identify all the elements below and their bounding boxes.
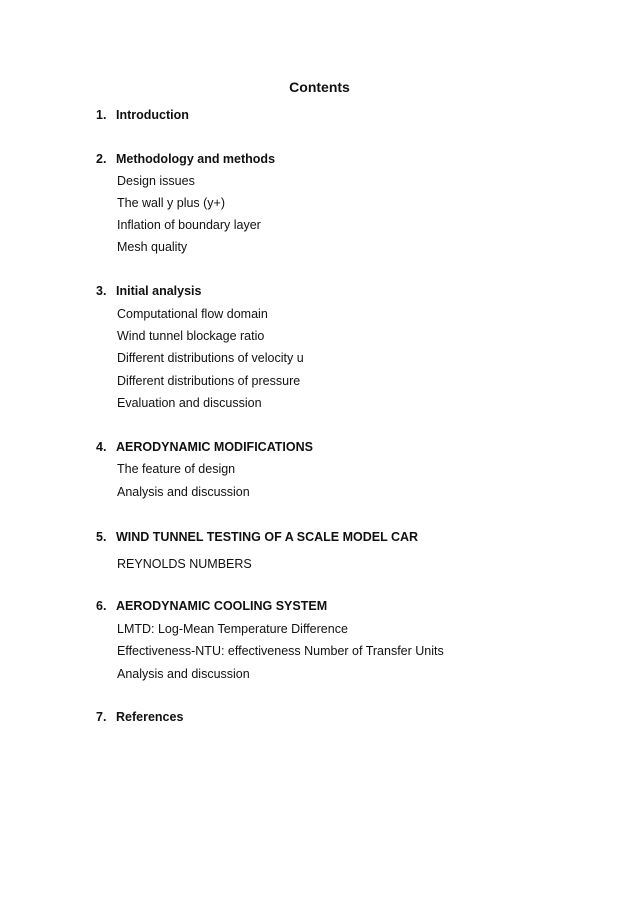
toc-subitem: Different distributions of velocity u — [117, 351, 304, 365]
toc-subitem: Analysis and discussion — [117, 485, 250, 499]
toc-subitem: The wall y plus (y+) — [117, 196, 226, 210]
toc-subitem: LMTD: Log-Mean Temperature Difference — [117, 622, 348, 636]
toc-subitem: Evaluation and discussion — [117, 396, 262, 410]
toc-section-5 — [96, 530, 418, 544]
section-label: Methodology and methods — [116, 152, 276, 166]
toc-subitem: Different distributions of pressure — [117, 374, 301, 388]
toc-subitem: Design issues — [117, 174, 195, 188]
section-number: 2. — [96, 152, 107, 166]
toc-section-7 — [96, 710, 183, 724]
section-number: 6. — [96, 599, 107, 613]
section-number: 4. — [96, 440, 107, 454]
toc-subitem: Inflation of boundary layer — [117, 218, 261, 232]
contents-heading — [0, 79, 638, 95]
section-label: AERODYNAMIC MODIFICATIONS — [116, 440, 313, 454]
toc-section-1 — [96, 108, 189, 122]
section-label: WIND TUNNEL TESTING OF A SCALE MODEL CAR — [116, 530, 419, 544]
section-number: 5. — [96, 530, 107, 544]
toc-subitem: Analysis and discussion — [117, 667, 250, 681]
toc-section-3 — [96, 284, 201, 298]
section-label: References — [116, 710, 184, 724]
toc-subitem: Effectiveness-NTU: effectiveness Number of Transfer Units — [117, 644, 444, 658]
toc-subitem: Mesh quality — [117, 240, 188, 254]
section-number: 1. — [96, 108, 107, 122]
toc-subitem: Computational flow domain — [117, 307, 268, 321]
toc-section-2 — [96, 152, 275, 166]
section-label: AERODYNAMIC COOLING SYSTEM — [116, 599, 328, 613]
toc-subitem: The feature of design — [117, 462, 236, 476]
contents-title: Contents — [289, 79, 350, 95]
section-label: Initial analysis — [116, 284, 202, 298]
toc-section-4 — [96, 440, 313, 454]
section-number: 3. — [96, 284, 107, 298]
toc-section-6 — [96, 599, 327, 613]
section-label: Introduction — [116, 108, 189, 122]
toc-subitem: REYNOLDS NUMBERS — [117, 557, 252, 571]
section-number: 7. — [96, 710, 107, 724]
toc-subitem: Wind tunnel blockage ratio — [117, 329, 265, 343]
